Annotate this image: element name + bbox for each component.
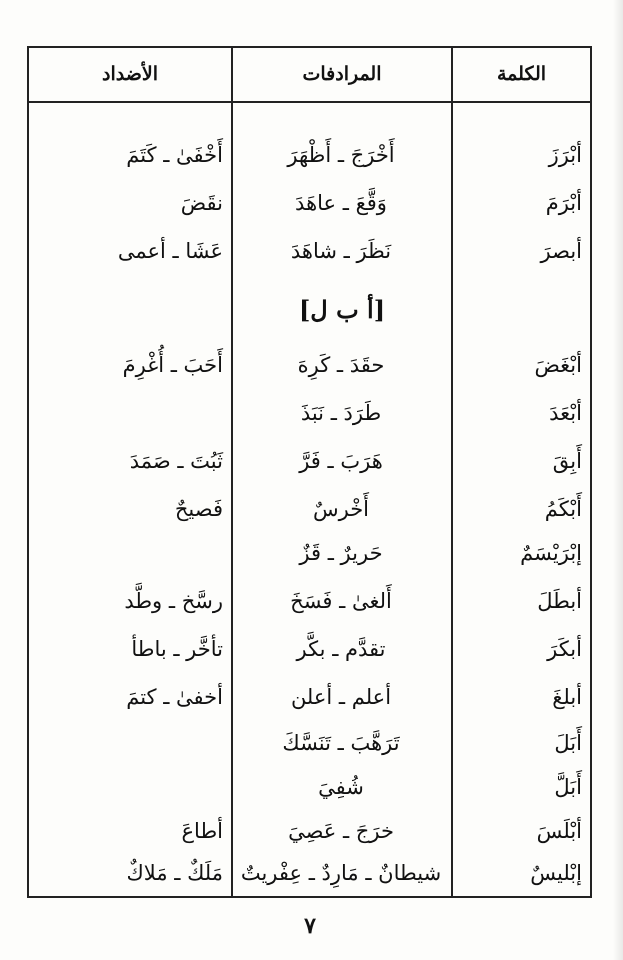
synonyms-cell: أَخْرسٌ [312, 497, 370, 521]
header-divider [27, 101, 592, 103]
word-cell: أبْعَدَ [549, 401, 582, 425]
word-cell: أبْرَمَ [545, 191, 582, 215]
antonyms-cell: رسَّخ ـ وطَّد [124, 589, 223, 613]
synonyms-cell: نَظَرَ ـ شاهَدَ [290, 239, 392, 263]
antonyms-cell: مَلَكٌ ـ مَلاكٌ [126, 861, 223, 885]
word-cell: أَبَلَّ [554, 775, 582, 799]
word-cell: أبطَلَ [537, 589, 582, 613]
table-row [0, 344, 623, 386]
antonyms-cell: أخفىٰ ـ كتمَ [126, 685, 223, 709]
table-row [0, 722, 623, 764]
table-row [0, 676, 623, 718]
synonyms-cell: شيطانٌ ـ مَارِدٌ ـ عِفْريتٌ [240, 861, 442, 885]
antonyms-cell [38, 392, 223, 434]
table-row [0, 440, 623, 482]
antonyms-cell: أطاعَ [181, 819, 223, 843]
column-header-word: الكلمة [496, 63, 547, 85]
synonyms-cell: أَخْرَجَ ـ أَظْهَرَ [287, 143, 395, 167]
word-cell: أبصرَ [540, 239, 582, 263]
table-row [0, 810, 623, 852]
word-cell: إبْرَيْسَمٌ [520, 541, 582, 565]
synonyms-cell: طَرَدَ ـ نَبَذَ [300, 401, 382, 425]
antonyms-cell: تأخَّر ـ باطأ [131, 637, 223, 661]
page-number: ٧ [304, 913, 316, 939]
antonyms-cell: ثَبُتَ ـ صَمَدَ [129, 449, 223, 473]
synonyms-cell: أعلم ـ أعلن [290, 685, 392, 709]
word-cell: أَبَلَ [554, 731, 582, 755]
antonyms-cell: عَشَا ـ أعمى [117, 239, 223, 263]
synonyms-cell: تَرَهَّبَ ـ تَنَسَّكَ [282, 731, 400, 755]
table-row [0, 766, 623, 808]
synonyms-cell: حقَدَ ـ كَرِهَ [297, 353, 385, 377]
antonyms-cell: أَخْفَىٰ ـ كَتَمَ [126, 143, 223, 167]
table-row [0, 532, 623, 574]
section-heading: [أ ب ل] [298, 295, 386, 324]
synonyms-cell: وَقَّعَ ـ عاهَدَ [295, 191, 387, 215]
antonyms-cell [38, 766, 223, 808]
word-cell: أبْلَسَ [536, 819, 582, 843]
column-header-antonyms: الأضداد [102, 63, 158, 85]
synonyms-cell: خرَجَ ـ عَصِيَ [288, 819, 394, 843]
antonyms-cell: نقَضَ [180, 191, 223, 215]
word-cell: إبْليسٌ [530, 861, 582, 885]
word-cell: أبْرَزَ [548, 143, 582, 167]
word-cell: أبلغَ [552, 685, 582, 709]
word-cell: أبكَرَ [547, 637, 582, 661]
column-header-synonyms: المرادفات [302, 63, 382, 85]
page-edge-shadow [613, 0, 623, 960]
antonyms-cell [38, 532, 223, 574]
word-cell: أبْغَضَ [534, 353, 582, 377]
antonyms-cell: أَحَبَ ـ أُغْرِمَ [122, 353, 223, 377]
synonyms-cell: هَرَبَ ـ فَرَّ [299, 449, 383, 473]
synonyms-cell: تقدَّم ـ بكَّر [296, 637, 386, 661]
table-row [0, 182, 623, 224]
word-cell: أَبْكَمُ [544, 497, 582, 521]
synonyms-cell: حَريرٌ ـ قَزٌ [299, 541, 383, 565]
table-row [0, 628, 623, 670]
antonyms-cell [38, 722, 223, 764]
table-row [0, 392, 623, 434]
table-row [0, 852, 623, 894]
table-row [0, 580, 623, 622]
table-row [0, 230, 623, 272]
synonyms-cell: أَلغىٰ ـ فَسَخَ [290, 589, 392, 613]
word-cell: أَبِقَ [552, 449, 582, 473]
antonyms-cell: فَصيحٌ [174, 497, 223, 521]
table-row [0, 134, 623, 176]
synonyms-cell: شُفِيَ [318, 775, 364, 799]
table-row [0, 488, 623, 530]
